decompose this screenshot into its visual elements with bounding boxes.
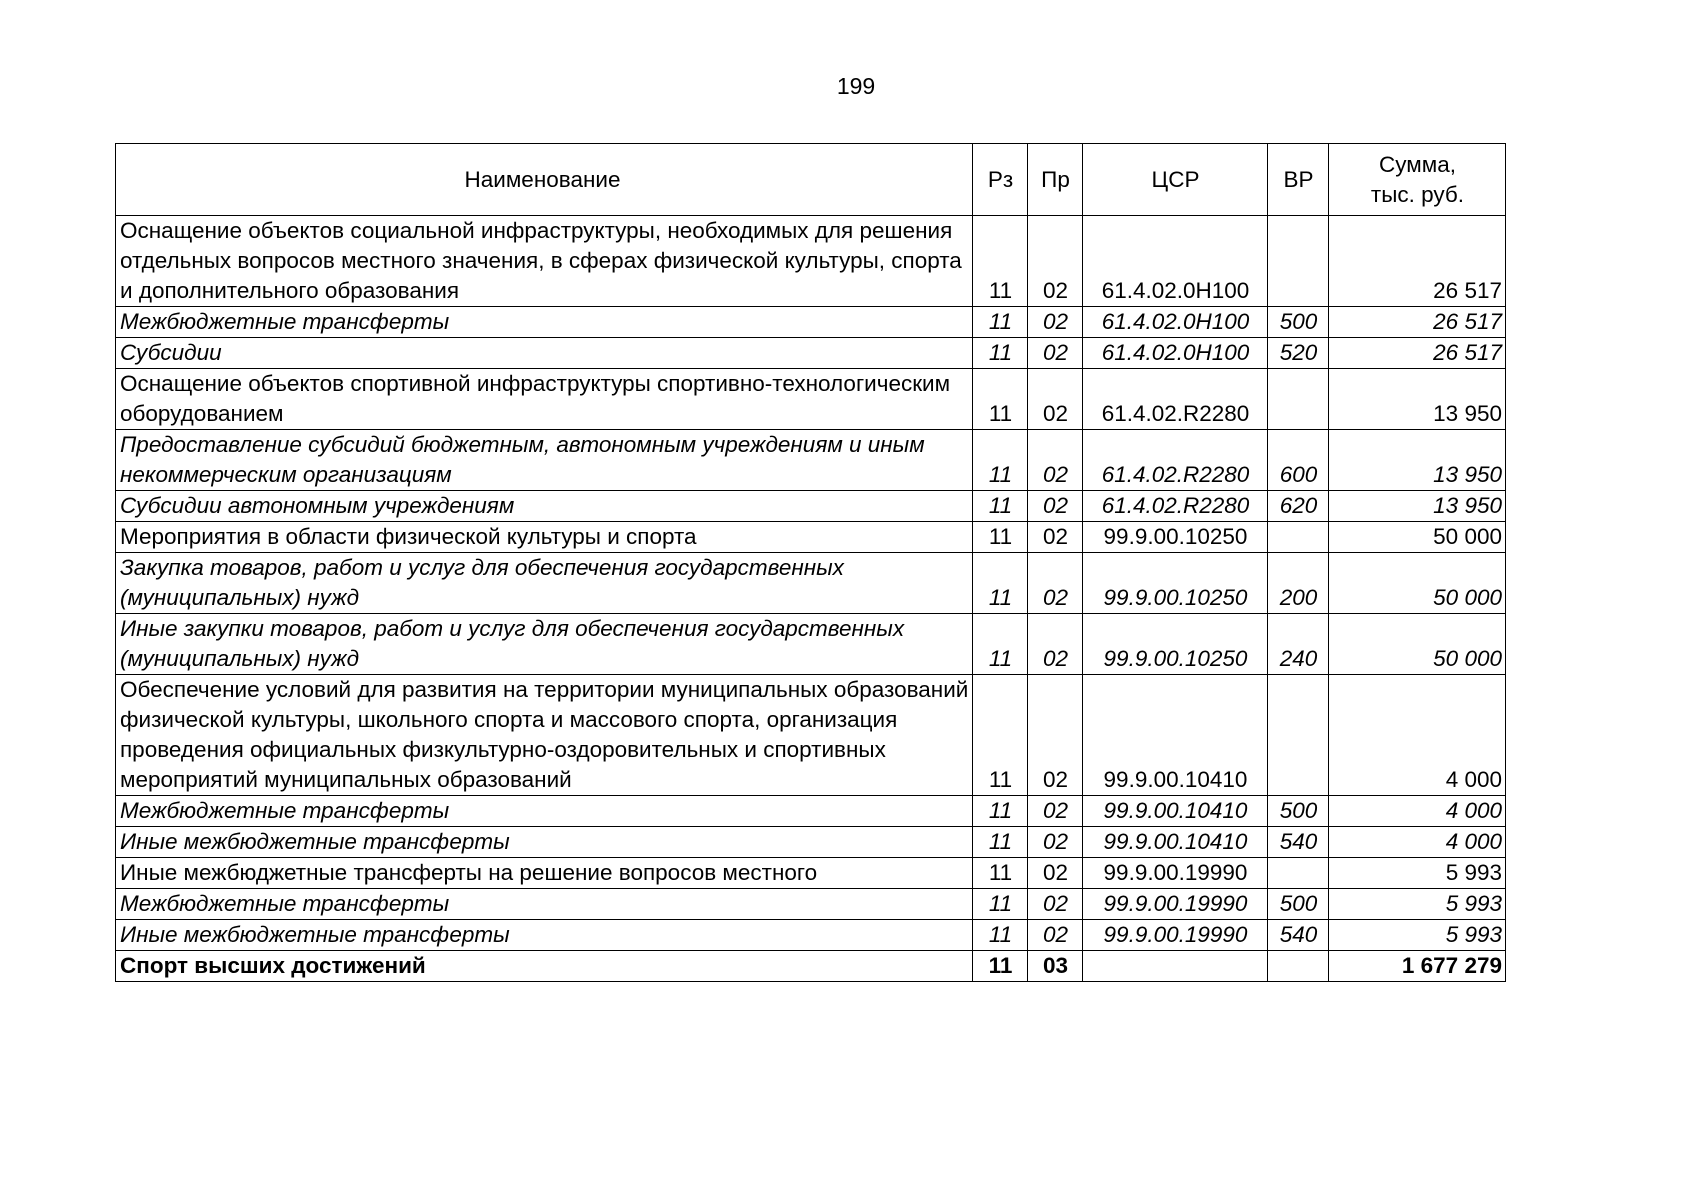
cell-pr: 02	[1028, 827, 1083, 858]
cell-name: Иные закупки товаров, работ и услуг для обеспечения государственных (муниципальных) нужд	[116, 614, 973, 675]
table-row	[116, 951, 1506, 982]
cell-name: Межбюджетные трансферты	[116, 796, 973, 827]
cell-pr: 03	[1028, 951, 1083, 982]
cell-name: Оснащение объектов социальной инфраструктуры, необходимых для решения отдельных вопросов местного значения, в сферах физической культуры, спорта и дополнительного образования	[116, 216, 973, 307]
cell-name: Иные межбюджетные трансферты	[116, 920, 973, 951]
cell-vr	[1268, 369, 1329, 430]
cell-rz: 11	[973, 614, 1028, 675]
cell-vr: 540	[1268, 920, 1329, 951]
cell-name: Закупка товаров, работ и услуг для обеспечения государственных (муниципальных) нужд	[116, 553, 973, 614]
budget-table	[115, 143, 1506, 982]
cell-sum: 5 993	[1329, 858, 1506, 889]
cell-vr	[1268, 216, 1329, 307]
cell-sum: 50 000	[1329, 522, 1506, 553]
table-row	[116, 920, 1506, 951]
cell-vr: 620	[1268, 491, 1329, 522]
table-body	[116, 216, 1506, 982]
cell-vr: 520	[1268, 338, 1329, 369]
cell-vr	[1268, 522, 1329, 553]
cell-rz: 11	[973, 369, 1028, 430]
table-row	[116, 522, 1506, 553]
cell-pr: 02	[1028, 796, 1083, 827]
cell-csr: 61.4.02.0Н100	[1083, 338, 1268, 369]
cell-csr: 99.9.00.10410	[1083, 675, 1268, 796]
cell-sum: 4 000	[1329, 675, 1506, 796]
cell-csr: 99.9.00.10250	[1083, 522, 1268, 553]
cell-sum: 13 950	[1329, 369, 1506, 430]
cell-sum: 50 000	[1329, 614, 1506, 675]
table-row	[116, 614, 1506, 675]
cell-csr: 61.4.02.0Н100	[1083, 307, 1268, 338]
cell-sum: 26 517	[1329, 338, 1506, 369]
cell-name: Предоставление субсидий бюджетным, автономным учреждениям и иным некоммерческим организациям	[116, 430, 973, 491]
cell-name: Межбюджетные трансферты	[116, 307, 973, 338]
cell-csr: 61.4.02.R2280	[1083, 369, 1268, 430]
cell-sum: 5 993	[1329, 920, 1506, 951]
cell-csr	[1083, 951, 1268, 982]
cell-csr: 99.9.00.19990	[1083, 889, 1268, 920]
cell-pr: 02	[1028, 889, 1083, 920]
cell-pr: 02	[1028, 369, 1083, 430]
cell-pr: 02	[1028, 675, 1083, 796]
header-name: Наименование	[116, 144, 973, 216]
cell-csr: 61.4.02.0Н100	[1083, 216, 1268, 307]
cell-csr: 61.4.02.R2280	[1083, 491, 1268, 522]
cell-csr: 99.9.00.19990	[1083, 858, 1268, 889]
cell-rz: 11	[973, 920, 1028, 951]
table-header-row	[116, 144, 1506, 216]
cell-rz: 11	[973, 889, 1028, 920]
cell-name: Спорт высших достижений	[116, 951, 973, 982]
cell-rz: 11	[973, 951, 1028, 982]
table-row	[116, 307, 1506, 338]
cell-rz: 11	[973, 216, 1028, 307]
cell-name: Субсидии	[116, 338, 973, 369]
header-pr: Пр	[1028, 144, 1083, 216]
cell-csr: 99.9.00.10250	[1083, 553, 1268, 614]
cell-rz: 11	[973, 675, 1028, 796]
cell-rz: 11	[973, 491, 1028, 522]
cell-pr: 02	[1028, 491, 1083, 522]
cell-pr: 02	[1028, 858, 1083, 889]
cell-vr	[1268, 858, 1329, 889]
cell-sum: 13 950	[1329, 491, 1506, 522]
cell-vr: 600	[1268, 430, 1329, 491]
header-sum-line2: тыс. руб.	[1370, 181, 1465, 207]
table-row	[116, 553, 1506, 614]
cell-pr: 02	[1028, 338, 1083, 369]
cell-vr: 240	[1268, 614, 1329, 675]
table-row	[116, 675, 1506, 796]
cell-sum: 4 000	[1329, 827, 1506, 858]
cell-vr: 500	[1268, 307, 1329, 338]
cell-csr: 61.4.02.R2280	[1083, 430, 1268, 491]
cell-pr: 02	[1028, 430, 1083, 491]
cell-csr: 99.9.00.10250	[1083, 614, 1268, 675]
cell-rz: 11	[973, 796, 1028, 827]
header-sum	[1329, 144, 1506, 216]
cell-name: Обеспечение условий для развития на территории муниципальных образований физической культуры, школьного спорта и массового спорта, организация проведения официальных физкультурно-оздоровительных и спортивных мероприятий муниципальных образований	[116, 675, 973, 796]
cell-rz: 11	[973, 338, 1028, 369]
cell-csr: 99.9.00.19990	[1083, 920, 1268, 951]
header-vr: ВР	[1268, 144, 1329, 216]
cell-rz: 11	[973, 827, 1028, 858]
cell-rz: 11	[973, 553, 1028, 614]
table-row	[116, 430, 1506, 491]
cell-vr: 500	[1268, 796, 1329, 827]
cell-rz: 11	[973, 522, 1028, 553]
cell-vr: 500	[1268, 889, 1329, 920]
cell-sum: 13 950	[1329, 430, 1506, 491]
header-rz: Рз	[973, 144, 1028, 216]
table-row	[116, 491, 1506, 522]
table-row	[116, 338, 1506, 369]
table-row	[116, 796, 1506, 827]
cell-sum: 26 517	[1329, 307, 1506, 338]
cell-sum: 26 517	[1329, 216, 1506, 307]
cell-pr: 02	[1028, 522, 1083, 553]
cell-pr: 02	[1028, 920, 1083, 951]
table-row	[116, 216, 1506, 307]
table-row	[116, 889, 1506, 920]
cell-name: Мероприятия в области физической культуры и спорта	[116, 522, 973, 553]
cell-sum: 5 993	[1329, 889, 1506, 920]
cell-rz: 11	[973, 307, 1028, 338]
cell-sum: 50 000	[1329, 553, 1506, 614]
cell-rz: 11	[973, 858, 1028, 889]
page-number: 199	[836, 73, 876, 99]
table-row	[116, 858, 1506, 889]
cell-name: Межбюджетные трансферты	[116, 889, 973, 920]
cell-pr: 02	[1028, 307, 1083, 338]
cell-name: Субсидии автономным учреждениям	[116, 491, 973, 522]
cell-name: Иные межбюджетные трансферты на решение вопросов местного	[116, 858, 973, 889]
cell-name: Оснащение объектов спортивной инфраструктуры спортивно-технологическим оборудованием	[116, 369, 973, 430]
cell-vr	[1268, 951, 1329, 982]
header-sum-line1: Сумма,	[1379, 151, 1456, 177]
cell-sum: 4 000	[1329, 796, 1506, 827]
cell-pr: 02	[1028, 614, 1083, 675]
cell-rz: 11	[973, 430, 1028, 491]
cell-sum: 1 677 279	[1329, 951, 1506, 982]
cell-pr: 02	[1028, 553, 1083, 614]
cell-pr: 02	[1028, 216, 1083, 307]
table-row	[116, 369, 1506, 430]
cell-vr: 200	[1268, 553, 1329, 614]
cell-csr: 99.9.00.10410	[1083, 827, 1268, 858]
cell-vr: 540	[1268, 827, 1329, 858]
table-row	[116, 827, 1506, 858]
cell-name: Иные межбюджетные трансферты	[116, 827, 973, 858]
header-csr: ЦСР	[1083, 144, 1268, 216]
cell-csr: 99.9.00.10410	[1083, 796, 1268, 827]
cell-vr	[1268, 675, 1329, 796]
